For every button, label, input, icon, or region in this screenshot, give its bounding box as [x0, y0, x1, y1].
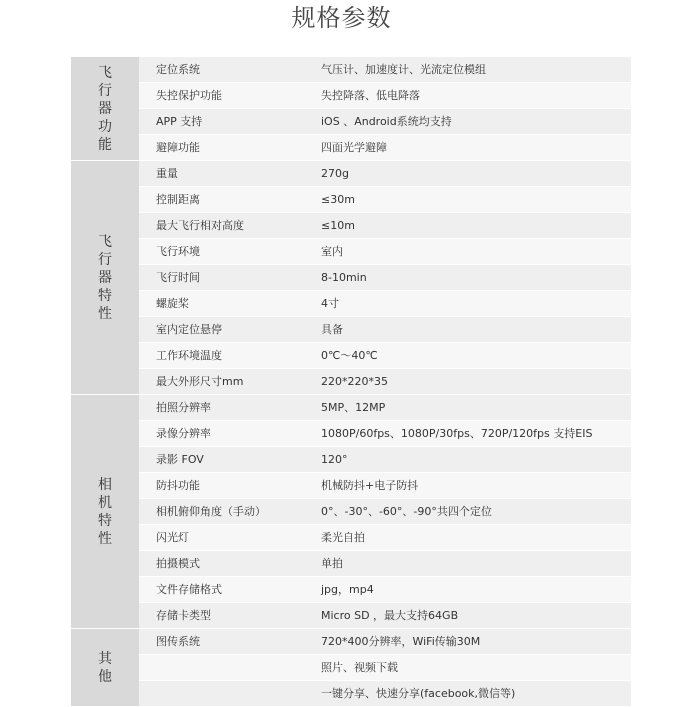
spec-row — [139, 213, 631, 239]
spec-row — [139, 57, 631, 83]
spec-value: 0℃～40℃ — [313, 343, 631, 368]
spec-name: 文件存储格式 — [139, 577, 313, 602]
spec-value: Micro SD ，最大支持64GB — [313, 603, 631, 628]
spec-value: 4寸 — [313, 291, 631, 316]
spec-value: 一键分享、快速分享(facebook,微信等) — [313, 681, 631, 706]
spec-name: APP 支持 — [139, 109, 313, 134]
spec-name: 图传系统 — [139, 629, 313, 654]
spec-value: 1080P/60fps、1080P/30fps、720P/120fps 支持EIS — [313, 421, 631, 446]
spec-name: 避障功能 — [139, 135, 313, 160]
spec-row — [139, 343, 631, 369]
spec-value: 5MP、12MP — [313, 395, 631, 420]
spec-row — [139, 291, 631, 317]
spec-group-flight-features — [71, 161, 631, 395]
spec-value: 机械防抖+电子防抖 — [313, 473, 631, 498]
spec-name: 定位系统 — [139, 57, 313, 82]
spec-value: 8-10min — [313, 265, 631, 290]
spec-row — [139, 551, 631, 577]
group-label-cell — [71, 395, 139, 628]
spec-name: 飞行时间 — [139, 265, 313, 290]
spec-name: 重量 — [139, 161, 313, 186]
spec-group-camera — [71, 395, 631, 629]
spec-row — [139, 629, 631, 655]
spec-row — [139, 473, 631, 499]
spec-name: 拍摄模式 — [139, 551, 313, 576]
spec-name — [139, 655, 313, 680]
spec-row — [139, 369, 631, 394]
spec-row — [139, 421, 631, 447]
spec-value: 照片、视频下载 — [313, 655, 631, 680]
spec-row — [139, 239, 631, 265]
spec-value: jpg，mp4 — [313, 577, 631, 602]
spec-name: 录影 FOV — [139, 447, 313, 472]
spec-row — [139, 603, 631, 628]
spec-name: 录像分辨率 — [139, 421, 313, 446]
spec-rows — [139, 57, 631, 160]
spec-name: 存储卡类型 — [139, 603, 313, 628]
spec-group-flight-functions — [71, 57, 631, 161]
spec-row — [139, 447, 631, 473]
spec-rows — [139, 629, 631, 706]
spec-name: 室内定位悬停 — [139, 317, 313, 342]
spec-row — [139, 109, 631, 135]
spec-row — [139, 161, 631, 187]
spec-value: 具备 — [313, 317, 631, 342]
page-title: 规格参数 — [291, 4, 392, 32]
spec-name — [139, 681, 313, 706]
spec-row — [139, 499, 631, 525]
spec-name: 控制距离 — [139, 187, 313, 212]
spec-name: 闪光灯 — [139, 525, 313, 550]
spec-name: 飞行环境 — [139, 239, 313, 264]
spec-name: 最大外形尺寸mm — [139, 369, 313, 394]
spec-value: iOS 、Android系统均支持 — [313, 109, 631, 134]
spec-row — [139, 395, 631, 421]
spec-row — [139, 187, 631, 213]
group-label-cell — [71, 57, 139, 160]
spec-name: 工作环境温度 — [139, 343, 313, 368]
spec-value: 气压计、加速度计、光流定位模组 — [313, 57, 631, 82]
spec-row — [139, 577, 631, 603]
spec-value: 120° — [313, 447, 631, 472]
group-label-cell — [71, 629, 139, 706]
spec-name: 最大飞行相对高度 — [139, 213, 313, 238]
spec-name: 螺旋桨 — [139, 291, 313, 316]
group-label: 飞行器功能 — [98, 64, 112, 153]
spec-row — [139, 525, 631, 551]
spec-row — [139, 655, 631, 681]
spec-value: 270g — [313, 161, 631, 186]
spec-value: 四面光学避障 — [313, 135, 631, 160]
spec-name: 防抖功能 — [139, 473, 313, 498]
spec-row — [139, 83, 631, 109]
group-label: 相机特性 — [98, 476, 112, 547]
spec-value: 室内 — [313, 239, 631, 264]
spec-value: ≤10m — [313, 213, 631, 238]
spec-value: 0°、-30°、-60°、-90°共四个定位 — [313, 499, 631, 524]
group-label: 飞行器特性 — [98, 233, 112, 322]
spec-value: 单拍 — [313, 551, 631, 576]
spec-group-other — [71, 629, 631, 707]
group-label: 其他 — [98, 650, 112, 685]
spec-row — [139, 135, 631, 160]
spec-value: ≤30m — [313, 187, 631, 212]
spec-value: 柔光自拍 — [313, 525, 631, 550]
group-label-cell — [71, 161, 139, 394]
spec-row — [139, 317, 631, 343]
spec-value: 220*220*35 — [313, 369, 631, 394]
spec-row — [139, 681, 631, 706]
spec-rows — [139, 395, 631, 628]
spec-name: 相机俯仰角度（手动） — [139, 499, 313, 524]
spec-table — [71, 57, 631, 707]
spec-row — [139, 265, 631, 291]
spec-name: 拍照分辨率 — [139, 395, 313, 420]
spec-name: 失控保护功能 — [139, 83, 313, 108]
spec-rows — [139, 161, 631, 394]
spec-value: 失控降落、低电降落 — [313, 83, 631, 108]
spec-value: 720*400分辨率，WiFi传输30M — [313, 629, 631, 654]
